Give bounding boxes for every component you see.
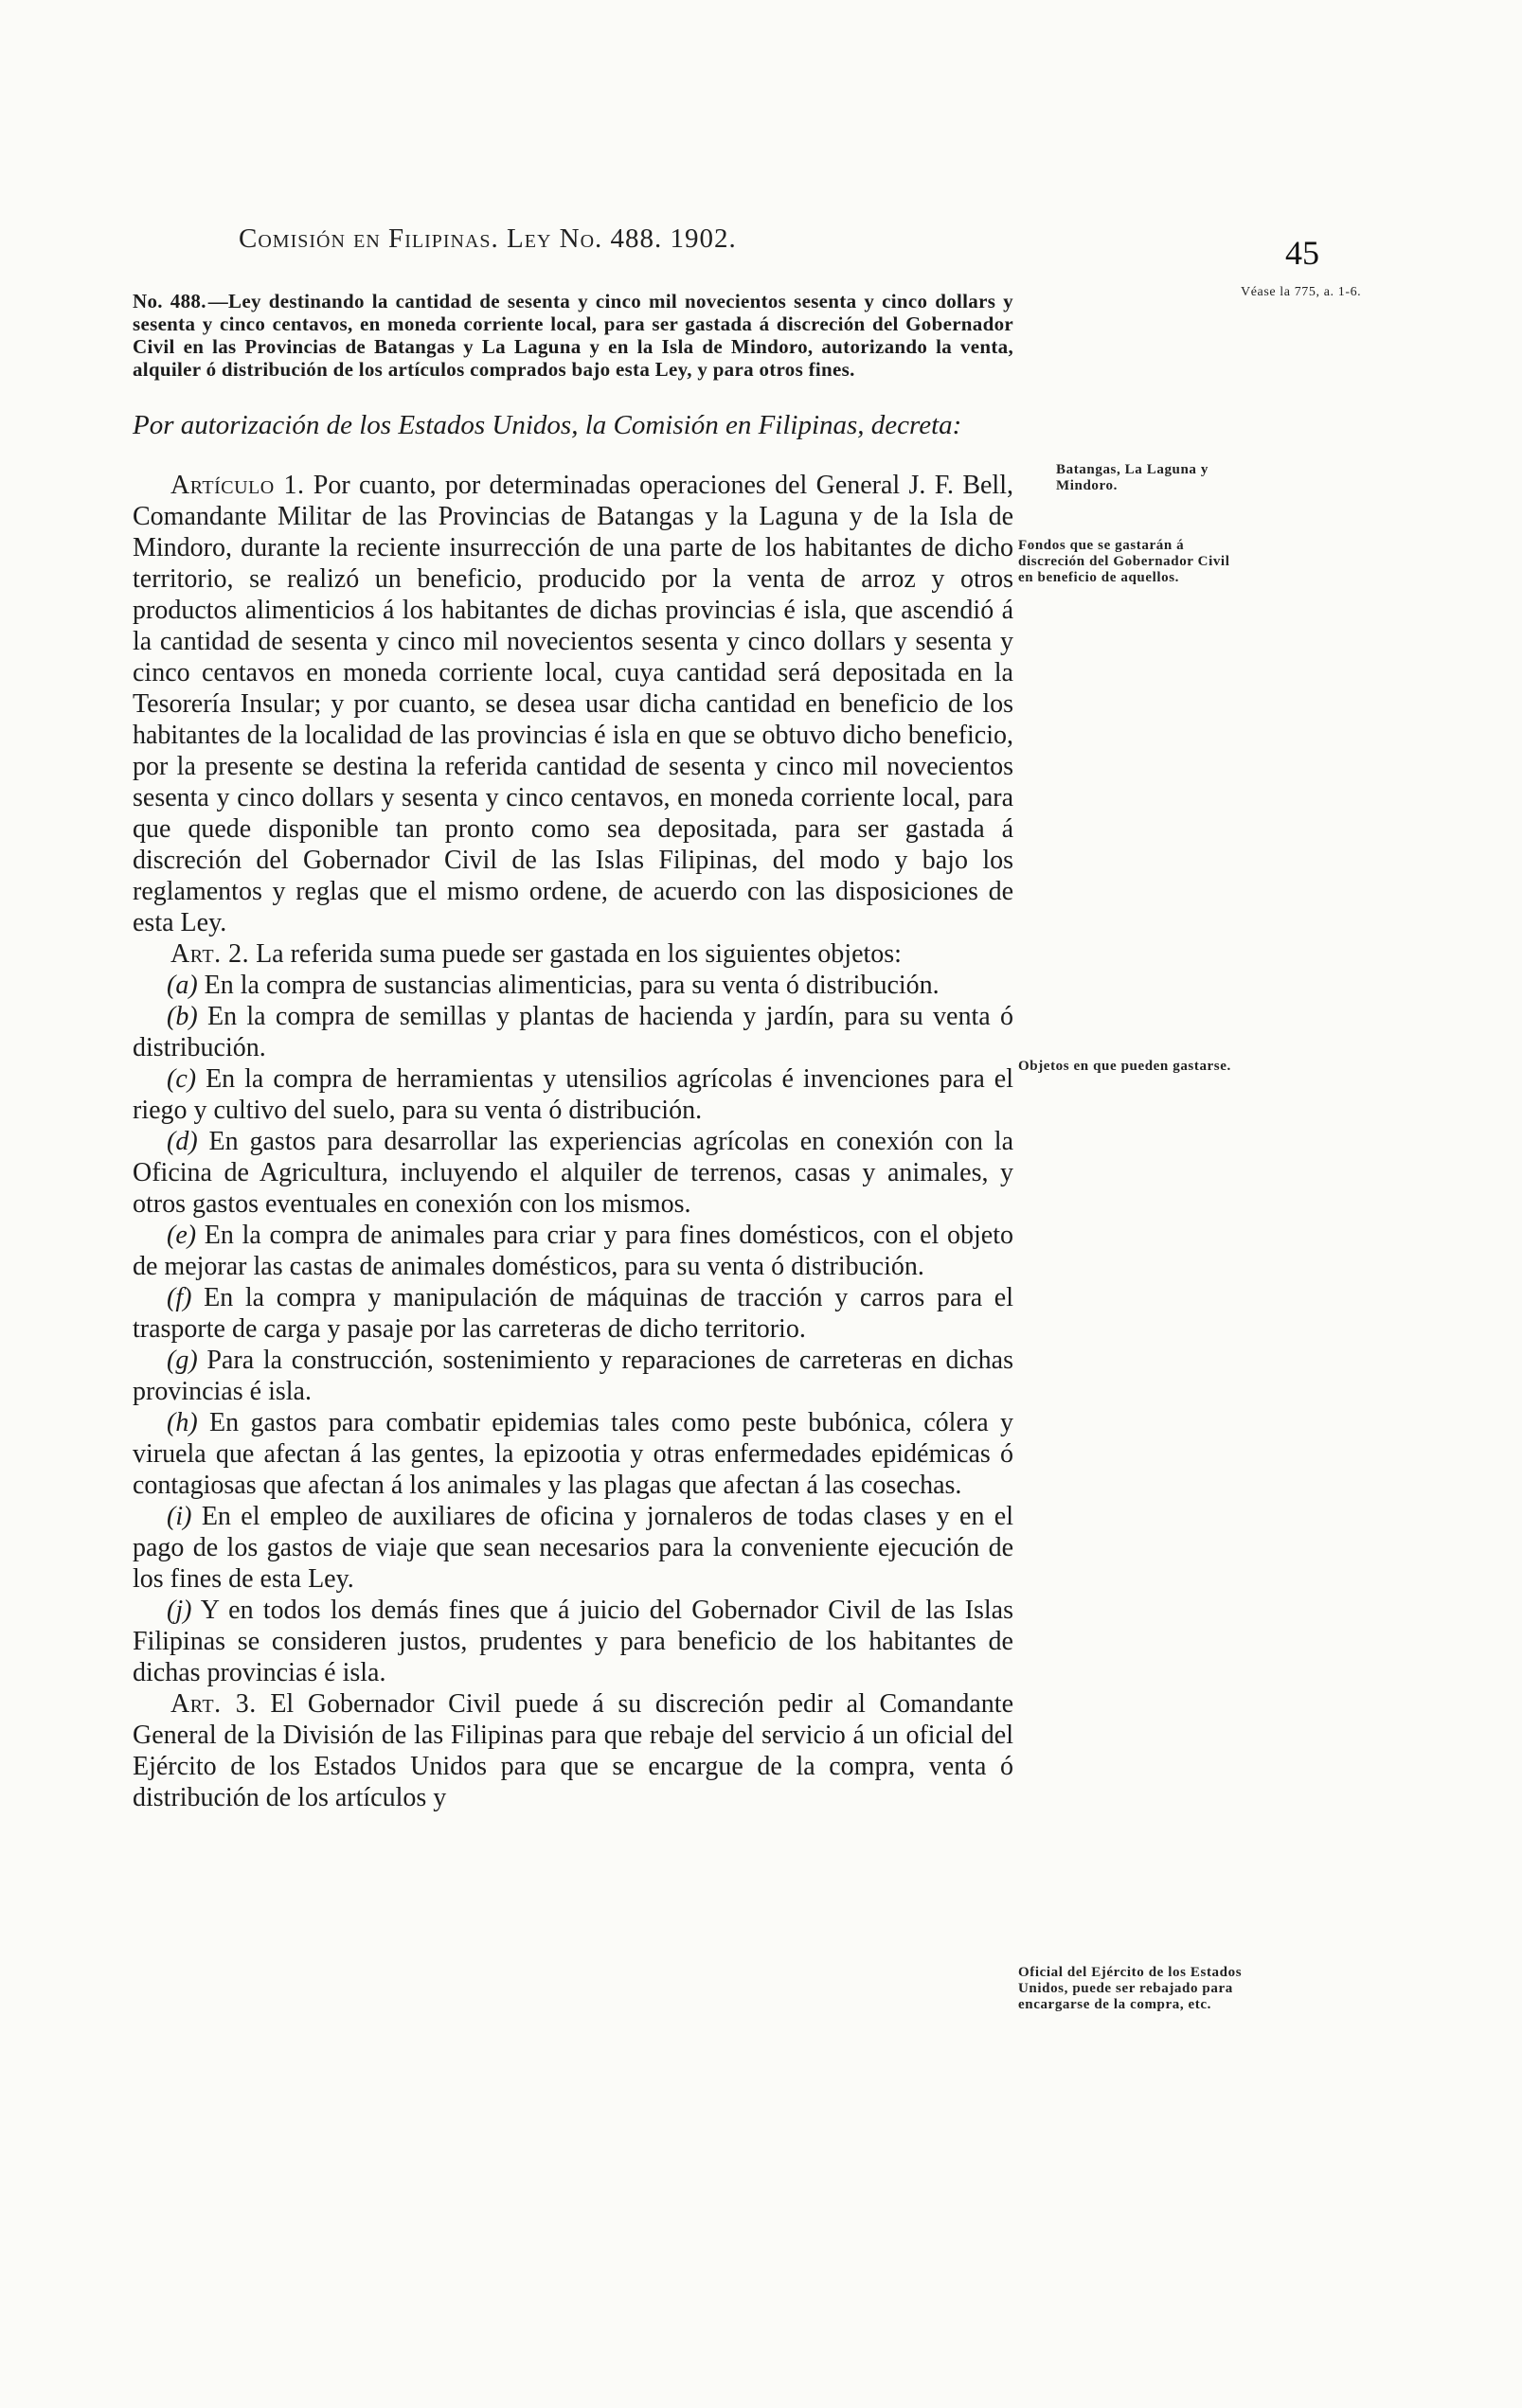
clause-text: En la compra de semillas y plantas de hacienda y jardín, para su venta ó distribución. — [133, 1002, 1013, 1062]
clause-i — [133, 1501, 1013, 1595]
article-2 — [133, 938, 1013, 970]
margin-note-reference: Véase la 775, a. 1-6. — [1241, 285, 1362, 299]
clause-letter: (f) — [167, 1283, 192, 1312]
enacting-clause: Por autorización de los Estados Unidos, la Comisión en Filipinas, decreta: — [133, 410, 962, 440]
article-3-label: Art. 3. — [170, 1689, 257, 1719]
article-3-text: El Gobernador Civil puede á su discreción pedir al Comandante General de la División de las Filipinas para que rebaje del servicio á un oficial del Ejército de los Estados Unidos para que se encargue de la compra, venta ó distribución de los artículos y — [133, 1689, 1014, 1812]
page-number: 45 — [1285, 234, 1319, 272]
clause-text: En gastos para desarrollar las experiencias agrícolas en conexión con la Oficina de Agricultura, incluyendo el alquiler de terrenos, casas y animales, y otros gastos eventuales en conexión con los mismos. — [133, 1127, 1013, 1219]
clause-b — [133, 1001, 1013, 1063]
law-title-text: —Ley destinando la cantidad de sesenta y cinco mil novecientos sesenta y cinco dollars y sesenta y cinco centavos, en moneda corriente local, para ser gastada á discreción del Gobernador Civil en las Provincias de Batangas y La Laguna y en la Isla de Mindoro, autorizando la venta, alquiler ó distribución de los artículos comprados bajo esta Ley, y para otros fines. — [133, 290, 1013, 381]
clause-text: En el empleo de auxiliares de oficina y jornaleros de todas clases y en el pago de los gastos de viaje que sean necesarios para la conveniente ejecución de los fines de esta Ley. — [133, 1502, 1014, 1594]
clause-text: Para la construcción, sostenimiento y reparaciones de carreteras en dichas provincias é isla. — [133, 1346, 1014, 1406]
clause-g — [133, 1345, 1013, 1407]
clause-text: Y en todos los demás fines que á juicio del Gobernador Civil de las Islas Filipinas se consideren justos, prudentes y para beneficio de los habitantes de dichas provincias é isla. — [133, 1596, 1013, 1687]
law-number: No. 488. — [133, 290, 206, 312]
article-1 — [133, 470, 1013, 938]
clause-letter: (c) — [167, 1064, 197, 1094]
margin-note-funds: Fondos que se gastarán á discreción del Gobernador Civil en beneficio de aquellos. — [1018, 538, 1230, 585]
clause-text: En la compra de herramientas y utensilios agrícolas é invenciones para el riego y cultivo del suelo, para su venta ó distribución. — [133, 1064, 1014, 1125]
clause-d — [133, 1126, 1013, 1220]
clause-text: En la compra y manipulación de máquinas de tracción y carros para el trasporte de carga y pasaje por las carreteras de dicho territorio. — [133, 1283, 1014, 1344]
clause-letter: (e) — [167, 1221, 197, 1250]
clause-letter: (d) — [167, 1127, 198, 1156]
article-3 — [133, 1688, 1013, 1813]
clause-c — [133, 1063, 1013, 1126]
article-1-label: Artículo 1. — [170, 471, 305, 500]
clause-letter: (b) — [167, 1002, 198, 1031]
clause-text: En la compra de sustancias alimenticias, para su venta ó distribución. — [204, 971, 940, 1000]
clause-letter: (h) — [167, 1408, 198, 1437]
clause-h — [133, 1407, 1013, 1501]
clause-f — [133, 1282, 1013, 1345]
clause-a — [133, 970, 1013, 1001]
clause-j — [133, 1595, 1013, 1688]
clause-text: En la compra de animales para criar y para fines domésticos, con el objeto de mejorar las castas de animales domésticos, para su venta ó distribución. — [133, 1221, 1013, 1281]
clause-letter: (j) — [167, 1596, 192, 1625]
article-2-text: La referida suma puede ser gastada en los siguientes objetos: — [256, 939, 902, 969]
law-title — [133, 290, 1013, 381]
clause-letter: (g) — [167, 1346, 198, 1375]
main-text — [133, 290, 1013, 1813]
clause-text: En gastos para combatir epidemias tales como peste bubónica, cólera y viruela que afectan á las gentes, la epizootia y otras enfermedades epidémicas ó contagiosas que afectan á los animales y las plagas que afectan á las cosechas. — [133, 1408, 1013, 1500]
clause-e — [133, 1220, 1013, 1282]
margin-note-provinces: Batangas, La Laguna y Mindoro. — [1056, 462, 1209, 493]
margin-note-army-officer: Oficial del Ejército de los Estados Unidos, puede ser rebajado para encargarse de la compra, etc. — [1018, 1965, 1243, 2012]
article-1-text: Por cuanto, por determinadas operaciones del General J. F. Bell, Comandante Militar de las Provincias de Batangas y la Laguna y de la Isla de Mindoro, durante la reciente insurrección de una parte de los habitantes de dicho territorio, se realizó un beneficio, producido por la venta de arroz y otros productos alimenticios á los habitantes de dichas provincias é isla, que ascendió á la cantidad de sesenta y cinco mil novecientos sesenta y cinco dollars y sesenta y cinco centavos en moneda corriente local, cuya cantidad será depositada en la Tesorería Insular; y por cuanto, se desea usar dicha cantidad en beneficio de los habitantes de la localidad de las provincias é isla en que se obtuvo dicho beneficio, por la presente se destina la referida cantidad de sesenta y cinco mil novecientos sesenta y cinco dollars y sesenta y cinco centavos, en moneda corriente local, para que quede disponible tan pronto como sea depositada, para ser gastada á discreción del Gobernador Civil de las Islas Filipinas, del modo y bajo los reglamentos y reglas que el mismo ordene, de acuerdo con las disposiciones de esta Ley. — [133, 471, 1013, 937]
clause-letter: (a) — [167, 971, 198, 1000]
margin-note-objects: Objetos en que pueden gastarse. — [1018, 1059, 1231, 1074]
clause-letter: (i) — [167, 1502, 192, 1531]
article-2-label: Art. 2. — [170, 939, 250, 969]
running-head: Comisión en Filipinas. Ley No. 488. 1902. — [239, 223, 737, 254]
